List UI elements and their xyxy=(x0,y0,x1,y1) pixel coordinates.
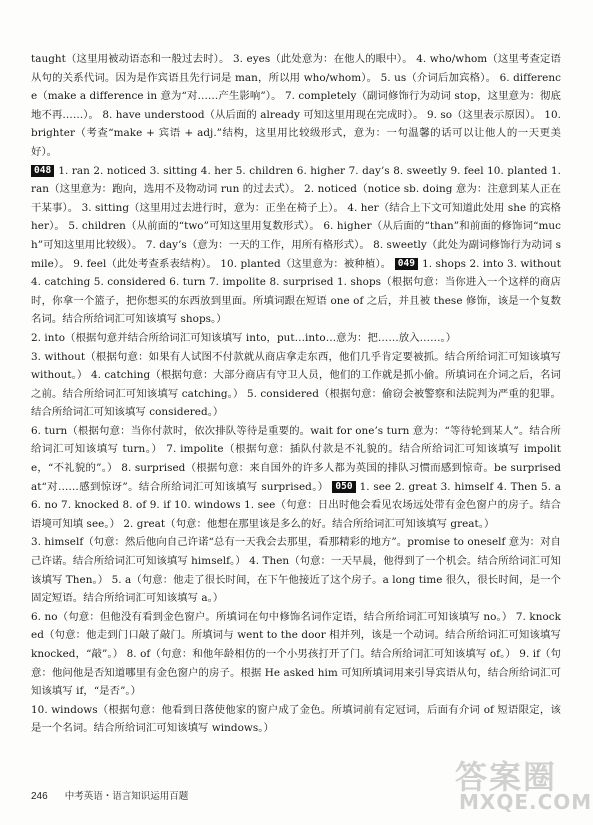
answer-key-body xyxy=(31,50,561,738)
section-number-badge: 050 xyxy=(332,481,355,493)
answer-paragraph xyxy=(31,329,561,348)
answer-text: 3. himself（句意：然后他向自己许诺“总有一天我会去那里，看那精彩的地方”。promise to oneself 意为：对自己许诺。结合所给词汇可知该填写 himself。） 4. Then（句意：一天早晨，他得到了一个机会。结合所给词汇可知该填写 Then。） 5. a（句意：他走了很长时间，在下午他接近了这个房子。a long time 很久，很长时间，是一个固定短语。结合所给词汇可知该填写 a。） xyxy=(31,536,561,605)
answer-text: 1. ran 2. noticed 3. sitting 4. her 5. children 6. higher 7. day’s 8. sweetly 9. feel 10. planted 1. ran（这里意为：跑向，选用不及物动词 run 的过去式）。 2. noticed（notice sb. doing 意为：注意到某人正在干某事）。 3. sitting（这里用过去进行时，意为：正坐在椅子上）。 4. her（结合上下文可知道此处用 she 的宾格 her）。 5. children（从前面的“two”可知这里用复数形式）。 6. higher（从后面的“than”和前面的修饰词“much”可知这里用比较级）。 7. day’s（意为：一天的工作，用所有格形式）。 8. sweetly（此处为副词修饰行为动词 smile）。 9. feel（此处考查系表结构）。 10. planted（这里意为：被种植）。 xyxy=(31,164,561,270)
answer-text: 3. without（根据句意：如果有人试图不付款就从商店拿走东西，他们几乎肯定要被抓。结合所给词汇可知该填写 without。） 4. catching（根据句意：大部分商店有守卫人员，他们的工作就是抓小偷。所填词在介词之后，名词之前。结合所给词汇可知该填写 catching。） 5. considered（根据句意：偷窃会被警察和法院判为严重的犯罪。结合所给词汇可知该填写 considered。） xyxy=(31,350,561,419)
watermark-line1: 答案圈 xyxy=(455,758,558,796)
watermark-logo xyxy=(455,752,593,822)
answer-text: 10. windows（根据句意：他看到日落使他家的窗户成了金色。所填词前有定冠词，后面有介词 of 短语限定，该是一个名词。结合所给词汇可知该填写 windows。） xyxy=(31,703,561,735)
answer-paragraph xyxy=(31,50,561,162)
page-footer xyxy=(31,788,188,802)
answer-text: 6. turn（根据句意：当你付款时，依次排队等待是重要的。wait for one’s turn 意为：“等待轮到某人”。结合所给词汇可知该填写 turn。） 7. impolite（根据句意：插队付款是不礼貌的。结合所给词汇可知该填写 impolite，“不礼貌的”。） 8. surprised（根据句意：来自国外的许多人都为英国的排队习惯而感到惊奇。be surprised at“对……感到惊讶”。结合所给词汇可知该填写 surprised。） xyxy=(31,424,561,493)
book-title: 中考英语・语言知识运用百题 xyxy=(64,791,189,802)
answer-paragraph xyxy=(31,533,561,607)
answer-paragraph xyxy=(31,162,561,329)
answer-paragraph xyxy=(31,608,561,701)
answer-text: 6. no（句意：但他没有看到金色窗户。所填词在句中修饰名词作定语，结合所给词汇可知该填写 no。） 7. knocked（句意：他走到门口敲了敲门。所填词与 went to the door 相并列，该是一个动词。结合所给词汇可知该填写 knocked，“敲”。） 8. of（句意：和他年龄相仿的一个小男孩打开了门。结合所给词汇可知该填写 of。） 9. if（句意：他问他是否知道哪里有金色窗户的房子。根据 He asked him 可知所填词用来引导宾语从句，结合所给词汇可知该填写 if，“是否”。） xyxy=(31,610,561,698)
answer-text: taught（这里用被动语态和一般过去时）。 3. eyes（此处意为：在他人的眼中）。 4. who/whom（这里考查定语从句的关系代词。因为是作宾语且先行词是 man，所以用 who/whom）。 5. us（介词后加宾格）。 6. difference（make a difference in 意为“对……产生影响”）。 7. completely（副词修饰行为动词 stop，这里意为：彻底地不再……）。 8. have understood（从后面的 already 可知这里用现在完成时）。 9. so（这里表示原因）。 10. brighter（考查“make + 宾语 + adj.”结构，这里用比较级形式，意为：一句温馨的话可以让他人的一天更美好）。 xyxy=(31,53,561,158)
answer-paragraph xyxy=(31,422,561,534)
watermark-line2: MXQE.COM xyxy=(459,790,593,814)
section-number-badge: 049 xyxy=(395,258,418,270)
answer-text: 2. into（根据句意并结合所给词汇可知该填写 into，put…into…意为：把……放入……。） xyxy=(31,331,457,344)
answer-paragraph xyxy=(31,701,561,738)
page-number: 246 xyxy=(31,791,48,802)
answer-paragraph xyxy=(31,348,561,422)
section-number-badge: 048 xyxy=(31,165,54,177)
answer-text: 1. see 2. great 3. himself 4. Then 5. a 6. no 7. knocked 8. of 9. if 10. windows 1. see（句意：日出时他会看见农场远处带有金色窗户的房子。结合语境可知填 see。） 2. great（句意：他想在那里该是多么的好。结合所给词汇可知该填写 great。） xyxy=(31,480,561,530)
answer-text: 1. shops 2. into 3. without 4. catching 5. considered 6. turn 7. impolite 8. surprised 1. shops（根据句意：当你进入一个这样的商店时，你拿一个篮子，把你想买的东西放到里面。所填词跟在短语 one of 之后，并且被 these 修饰，该是一个复数名词。结合所给词汇可知该填写 shops。） xyxy=(31,257,561,326)
